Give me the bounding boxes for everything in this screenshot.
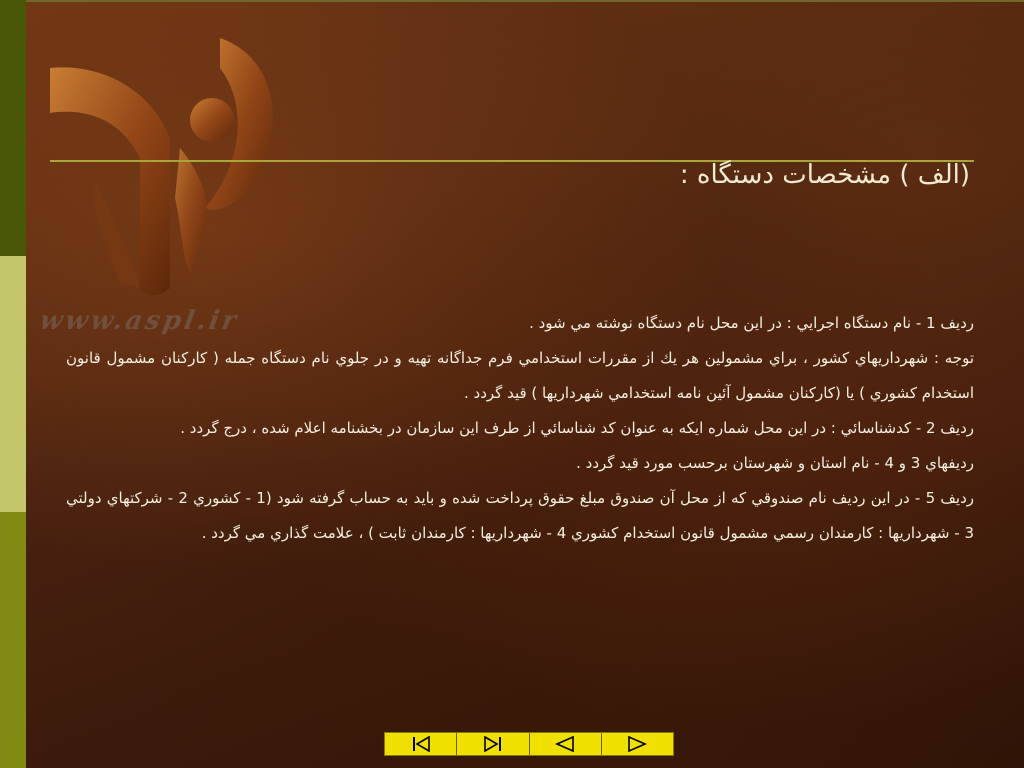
top-border [26,0,1024,2]
previous-slide-button[interactable] [530,733,602,755]
paragraph-rows-3-4: رديفهاي 3 و 4 - نام استان و شهرستان برحسب مورد قيد گردد . [576,454,974,472]
sidebar-top-block [0,0,26,256]
paragraph-row-5: رديف 5 - در اين رديف نام صندوقي كه از محل آن صندوق مبلغ حقوق پرداخت شده و بايد به حساب گرفته شود (1 - كشوري 2 - شركتهاي دولتي 3 - شهرداريها : كارمندان رسمي مشمول قانون استخدام كشوري 4 - شهرداريها : كارمندان ثابت ) ، علامت گذاري مي گردد . [66,489,974,542]
last-slide-button[interactable] [457,733,529,755]
skip-to-end-icon [482,736,504,752]
triangle-left-icon [554,736,576,752]
sidebar-middle-block [0,256,26,512]
skip-to-start-icon [410,736,432,752]
slide-body [66,306,974,551]
first-slide-button[interactable] [385,733,457,755]
paragraph-row-1: رديف 1 - نام دستگاه اجرايي : در اين محل نام دستگاه نوشته مي شود . [529,314,974,332]
triangle-right-icon [626,736,648,752]
next-slide-button[interactable] [602,733,673,755]
logo-emblem-icon [40,28,290,338]
sidebar-bottom-block [0,512,26,768]
slide-title: (الف ) مشخصات دستگاه : [679,160,970,190]
paragraph-note: توجه : شهرداريهاي كشور ، براي مشمولين هر يك از مقررات استخدامي فرم جداگانه تهيه و در جلوي نام دستگاه جمله ( كاركنان مشمول قانون استخدام كشوري ) يا (كاركنان مشمول آئين نامه استخدامي شهرداريها ) قيد گردد . [66,349,974,402]
paragraph-row-2: رديف 2 - كدشناسائي : در اين محل شماره ايكه به عنوان كد شناسائي از طرف اين سازمان در بخشنامه اعلام شده ، درج گردد . [180,419,974,437]
slide-navigation-bar [384,732,674,756]
logo-watermark-text: www.aspl.ir [37,306,242,336]
